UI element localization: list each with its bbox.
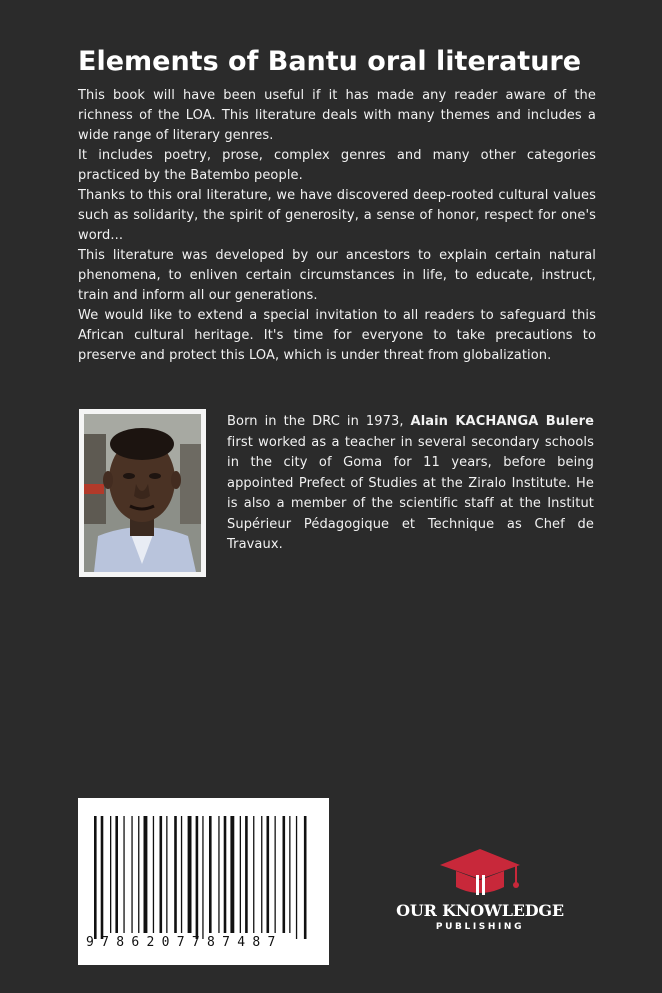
- author-name: Alain KACHANGA Bulere: [410, 414, 595, 429]
- publisher-logo: [380, 845, 580, 940]
- publisher-subtitle: PUBLISHING: [435, 922, 525, 932]
- author-photo: [79, 409, 206, 577]
- barcode-bar: [209, 816, 212, 933]
- barcode-bar: [166, 816, 167, 933]
- barcode-bar: [153, 816, 154, 933]
- barcode-bar: [261, 816, 262, 933]
- publisher-name: OUR KNOWLEDGE: [396, 901, 564, 920]
- barcode-bar: [240, 816, 241, 933]
- barcode-bar: [115, 816, 118, 933]
- barcode-bar: [188, 816, 192, 933]
- barcode-number: 9786207787487: [86, 935, 283, 950]
- blurb-paragraph: This literature was developed by our ancestors to explain certain natural phenomena, to enliven certain circumstances in life, to educate, instruct, train and inform all our generations.: [78, 248, 596, 303]
- back-cover-blurb: [78, 86, 596, 366]
- barcode-bar: [253, 816, 254, 933]
- barcode-bar: [181, 816, 182, 933]
- barcode-bar: [131, 816, 132, 933]
- barcode-bar: [94, 816, 97, 939]
- barcode-bar: [218, 816, 219, 933]
- barcode-bar: [202, 816, 203, 939]
- barcode-bar: [160, 816, 163, 933]
- barcode-bar: [230, 816, 234, 933]
- bio-text: Born in the DRC in 1973,: [227, 414, 411, 429]
- barcode-bar: [245, 816, 248, 933]
- barcode-bar: [304, 816, 307, 939]
- bio-text: first worked as a teacher in several secondary schools in the city of Goma for 11 years, before being appointed Prefect of Studies at the Ziralo Institute. He is also a member of the scientific staff at the Institut Supérieur Pédagogique et Technique as Chef de Travaux.: [227, 434, 594, 552]
- blurb-paragraph: Thanks to this oral literature, we have discovered deep-rooted cultural values such as solidarity, the spirit of generosity, a sense of honor, respect for one's word...: [78, 188, 596, 243]
- barcode-bar: [110, 816, 111, 933]
- barcode-bar: [224, 816, 227, 933]
- blurb-paragraph: It includes poetry, prose, complex genres and many other categories practiced by the Batembo people.: [78, 148, 596, 183]
- barcode-bar: [196, 816, 199, 939]
- barcode-bar: [296, 816, 297, 939]
- book-title: Elements of Bantu oral literature: [78, 46, 582, 77]
- barcode-bar: [174, 816, 177, 933]
- barcode-bar: [283, 816, 286, 933]
- barcode-bar: [138, 816, 139, 933]
- author-bio: [227, 412, 594, 556]
- barcode-bar: [101, 816, 104, 939]
- author-portrait-image: [84, 414, 201, 572]
- blurb-paragraph: We would like to extend a special invitation to all readers to safeguard this African cultural heritage. It's time for everyone to take precautions to preserve and protect this LOA, which is under threat from globalization.: [78, 308, 596, 363]
- barcode-bar: [275, 816, 276, 933]
- barcode-bar: [123, 816, 124, 933]
- blurb-paragraph: This book will have been useful if it has made any reader aware of the richness of the LOA. This literature deals with many themes and includes a wide range of literary genres.: [78, 88, 596, 143]
- isbn-barcode: [78, 798, 329, 965]
- barcode-bar: [289, 816, 290, 933]
- barcode-bar: [144, 816, 148, 933]
- barcode-bar: [267, 816, 270, 933]
- graduation-cap-icon: [380, 845, 580, 901]
